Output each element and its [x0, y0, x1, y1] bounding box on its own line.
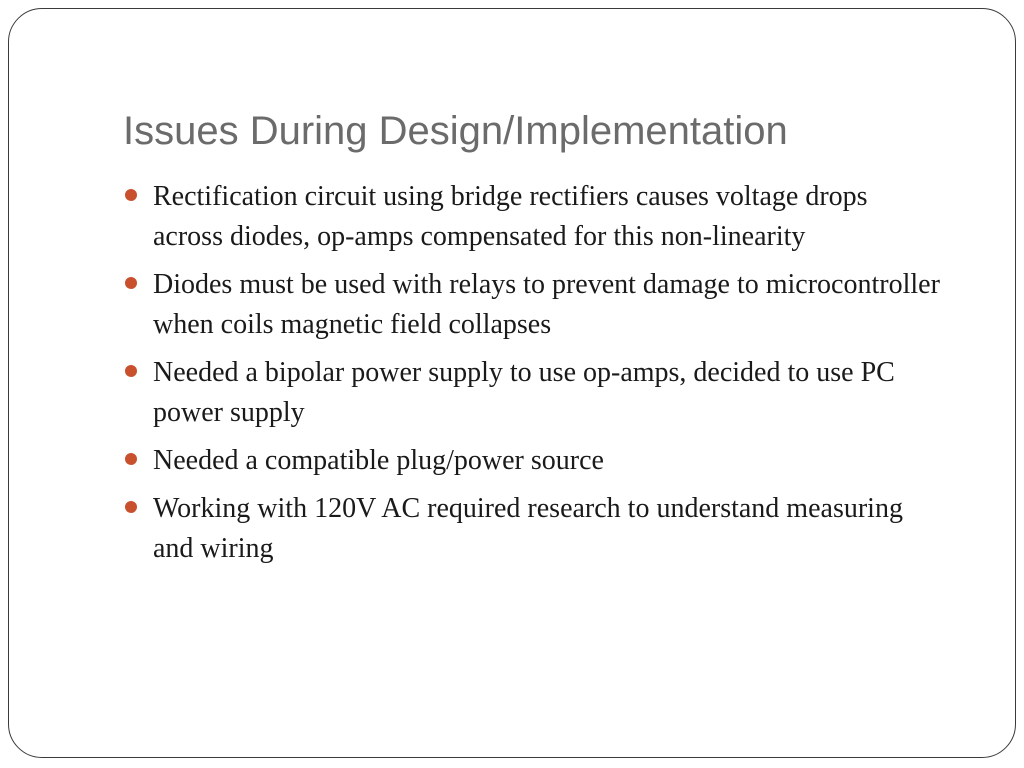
- bullet-item: [123, 441, 943, 481]
- slide-title: Issues During Design/Implementation: [123, 109, 788, 153]
- bullet-item: [123, 489, 943, 569]
- bullet-dot-icon: [125, 365, 137, 377]
- bullet-list: [123, 177, 943, 577]
- bullet-text: Diodes must be used with relays to prevent damage to microcontroller when coils magnetic field collapses: [153, 269, 940, 340]
- bullet-item: [123, 265, 943, 345]
- bullet-text: Working with 120V AC required research to understand measuring and wiring: [153, 493, 903, 564]
- bullet-dot-icon: [125, 501, 137, 513]
- bullet-item: [123, 177, 943, 257]
- bullet-text: Needed a compatible plug/power source: [153, 445, 604, 476]
- bullet-dot-icon: [125, 277, 137, 289]
- bullet-dot-icon: [125, 453, 137, 465]
- bullet-item: [123, 353, 943, 433]
- bullet-text: Rectification circuit using bridge rectifiers causes voltage drops across diodes, op-amps compensated for this non-linearity: [153, 181, 868, 252]
- bullet-text: Needed a bipolar power supply to use op-amps, decided to use PC power supply: [153, 357, 895, 428]
- slide: [8, 8, 1016, 758]
- bullet-dot-icon: [125, 189, 137, 201]
